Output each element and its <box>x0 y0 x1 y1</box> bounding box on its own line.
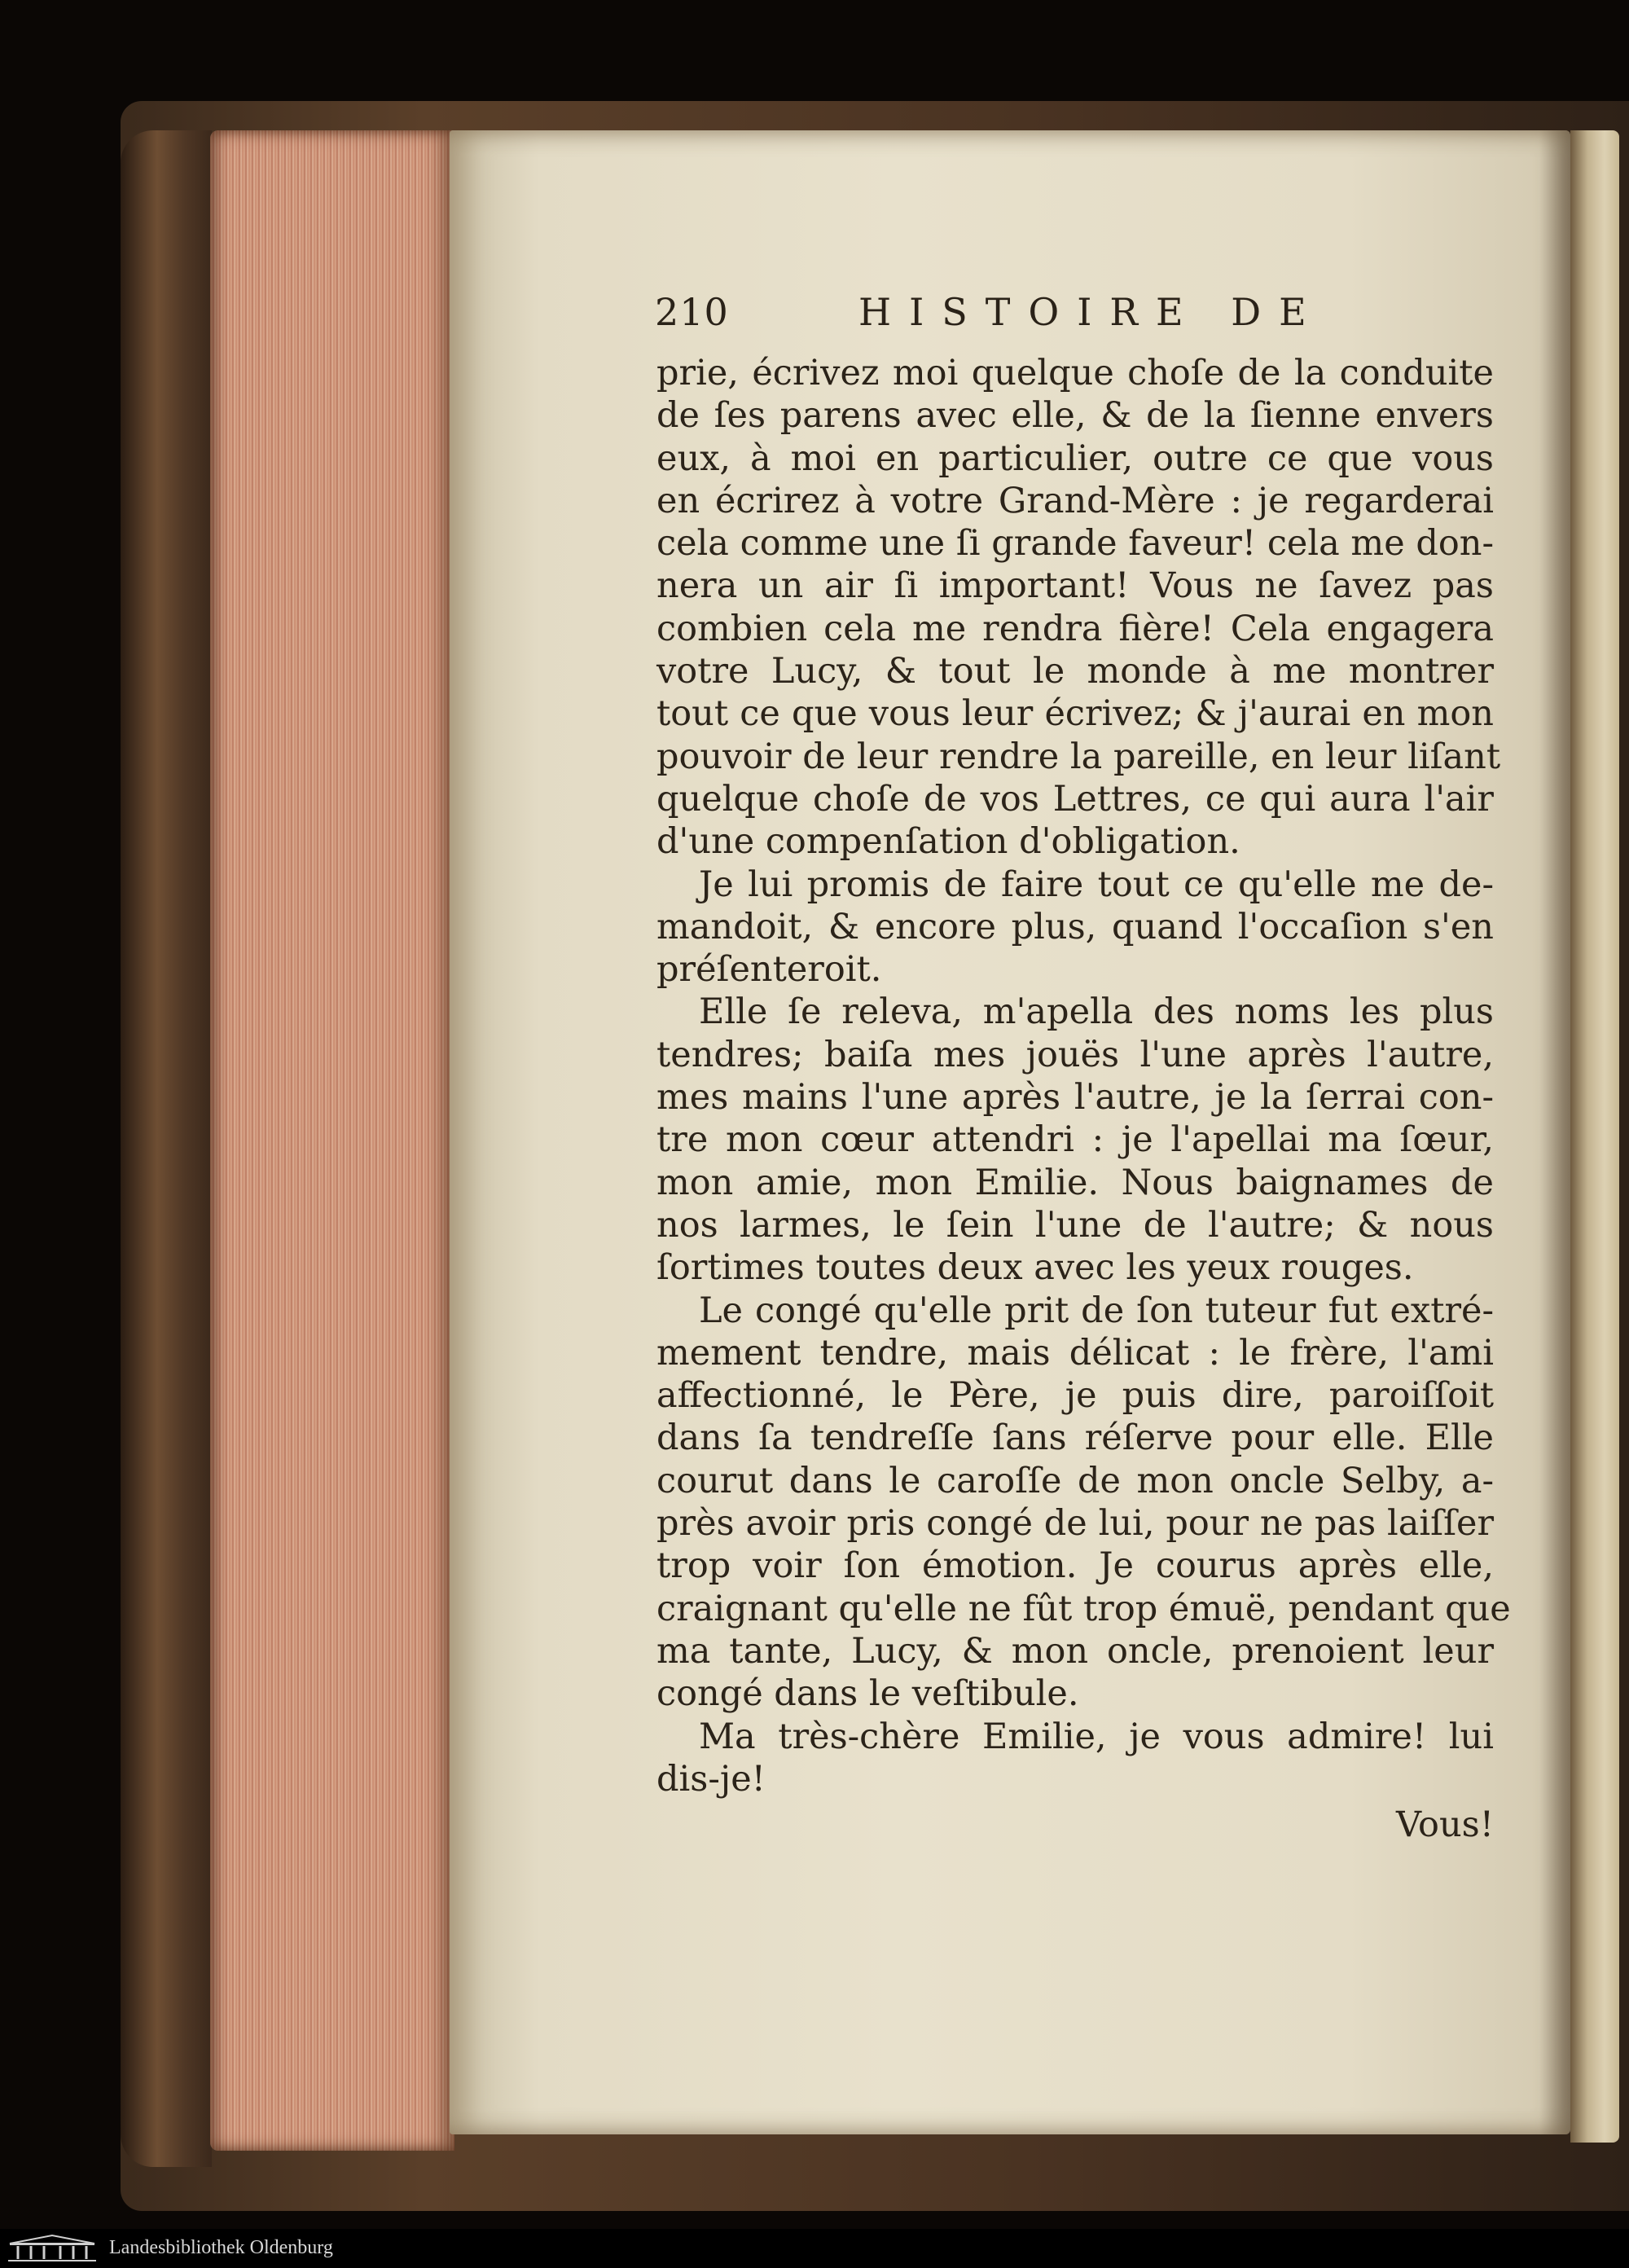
text-line: mon amie, mon Emilie. Nous baignames de <box>656 1162 1494 1203</box>
page-number: 210 <box>655 290 729 334</box>
text-line: Je lui promis de faire tout ce qu'elle me de- <box>699 864 1494 905</box>
text-line: tout ce que vous leur écrivez; & j'aurai en mon <box>656 693 1494 735</box>
body-text <box>656 352 1511 1846</box>
text-line: nera un air ſi important! Vous ne ſavez pas <box>656 565 1494 607</box>
text-line: ſortimes toutes deux avec les yeux rouges. <box>656 1247 1414 1289</box>
text-line: mement tendre, mais délicat : le frère, l'ami <box>656 1332 1494 1374</box>
text-line: d'une compenſation d'obligation. <box>656 821 1240 863</box>
text-line: affectionné, le Père, je puis dire, paroiſſoit <box>656 1375 1494 1417</box>
footer-bar <box>0 2229 1629 2268</box>
text-line: prie, écrivez moi quelque choſe de la conduite <box>656 353 1494 393</box>
page-fore-edge <box>210 130 454 2151</box>
text-line: pouvoir de leur rendre la pareille, en leur liſant <box>656 736 1501 777</box>
text-line: Le congé qu'elle prit de ſon tuteur fut extré- <box>699 1290 1494 1331</box>
text-line: mandoit, & encore plus, quand l'occaſion s'en <box>656 906 1494 947</box>
text-line: nos larmes, le ſein l'une de l'autre; & nous <box>656 1204 1494 1246</box>
text-line: Ma très-chère Emilie, je vous admire! lui <box>699 1716 1494 1757</box>
page-header <box>655 290 1510 344</box>
text-line: Elle ſe releva, m'apella des noms les plus <box>699 991 1494 1033</box>
text-line: tre mon cœur attendri : je l'apellai ma ſœur, <box>656 1119 1494 1161</box>
text-line: congé dans le veſtibule. <box>656 1673 1079 1715</box>
text-line: craignant qu'elle ne fût trop émuë, pendant que <box>656 1588 1511 1629</box>
binding-spine <box>121 130 212 2167</box>
text-line: ma tante, Lucy, & mon oncle, prenoient leur <box>656 1630 1494 1672</box>
catchword: Vous! <box>1395 1804 1494 1846</box>
text-line: tendres; baiſa mes jouës l'une après l'autre, <box>656 1034 1494 1075</box>
text-line: cela comme une ſi grande faveur! cela me don- <box>656 523 1494 565</box>
text-line: de ſes parens avec elle, & de la ſienne envers <box>656 395 1494 437</box>
text-line: près avoir pris congé de lui, pour ne pas laiſſer <box>656 1503 1494 1545</box>
text-line: courut dans le caroſſe de mon oncle Selby, a- <box>656 1460 1494 1501</box>
text-line: eux, à moi en particulier, outre ce que vous <box>656 437 1494 479</box>
text-line: quelque choſe de vos Lettres, ce qui aura l'air <box>656 778 1494 820</box>
text-line: dis-je! <box>656 1758 766 1800</box>
library-building-icon <box>7 2234 98 2263</box>
running-head: HISTOIRE DE <box>858 290 1324 334</box>
text-line: mes mains l'une après l'autre, je la ſerrai con- <box>656 1077 1494 1119</box>
text-line: dans ſa tendreſſe ſans réſerve pour elle. Elle <box>656 1418 1494 1459</box>
text-line: trop voir ſon émotion. Je courus après elle, <box>656 1545 1494 1587</box>
facing-page-edge <box>1570 130 1619 2143</box>
text-line: préſenteroit. <box>656 949 882 991</box>
text-line: combien cela me rendra fière! Cela engagera <box>656 608 1494 649</box>
library-name: Landesbibliothek Oldenburg <box>109 2237 333 2258</box>
text-line: en écrirez à votre Grand-Mère : je regarderai <box>656 480 1494 521</box>
text-line: votre Lucy, & tout le monde à me montrer <box>656 651 1494 692</box>
